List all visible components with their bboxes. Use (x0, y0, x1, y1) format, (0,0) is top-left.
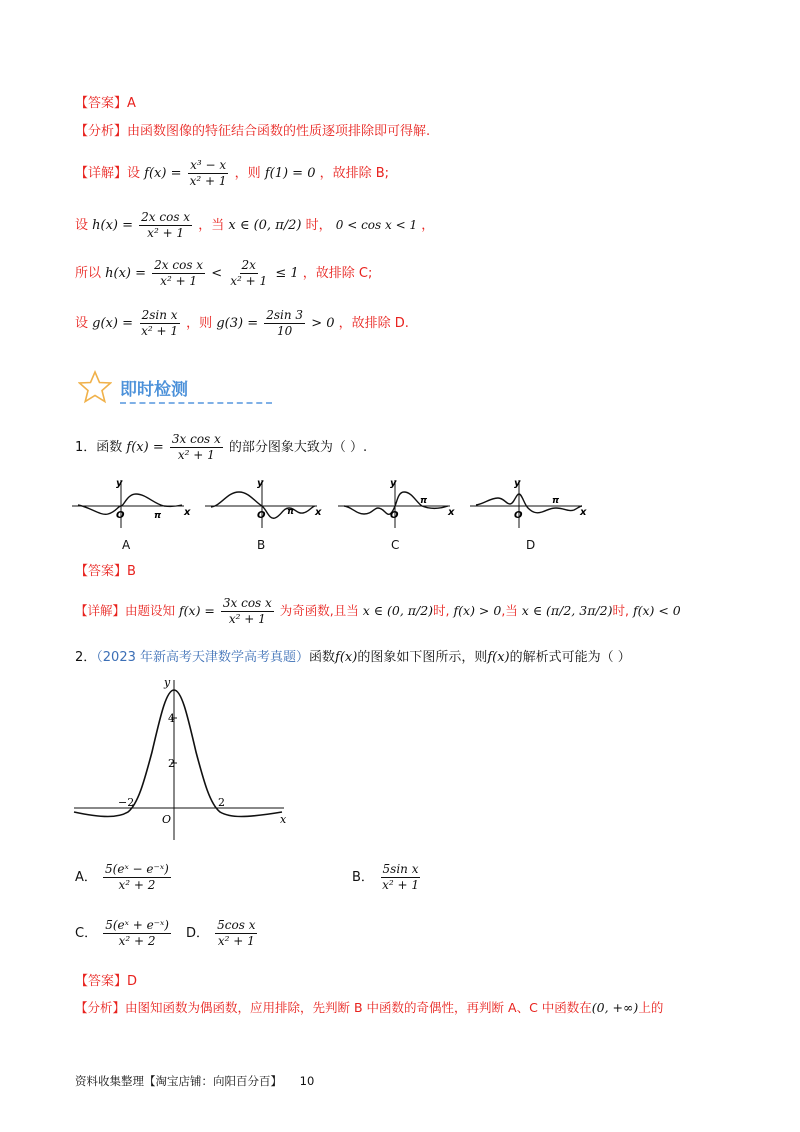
answer-tag: 【答案】 (75, 974, 128, 989)
pi-label: π (287, 507, 295, 517)
y-axis-label: y (164, 676, 171, 689)
numerator: 2sin x (141, 308, 178, 322)
text: ，故排除 D. (338, 316, 409, 331)
fraction (152, 258, 205, 289)
q1-detail (75, 596, 681, 627)
answer-value: A (127, 96, 136, 111)
option-label: C． (75, 926, 98, 941)
fraction (139, 210, 192, 241)
analysis-tag: 【分析】 (75, 124, 128, 139)
numerator: 5(eˣ + e⁻ˣ) (105, 918, 169, 932)
math-expr: f(x) > 0 (453, 603, 502, 618)
graph-option-b (205, 476, 327, 528)
x-axis-label: x (280, 813, 287, 826)
math-expr: g(x) = (92, 316, 133, 331)
section-title: 即时检测 (120, 379, 188, 400)
q2-answer (75, 972, 137, 992)
fraction (139, 308, 180, 339)
math-expr: f(x) (487, 650, 510, 665)
numerator: 5cos x (217, 918, 256, 932)
answer-tag: 【答案】 (75, 564, 128, 579)
tick-label-neg2: −2 (118, 796, 135, 809)
q2-analysis (75, 998, 663, 1018)
fraction (170, 432, 223, 463)
q2-option-b[interactable] (352, 862, 423, 893)
text: 的部分图象大致为（ ）. (228, 440, 368, 455)
origin-label: O (390, 510, 399, 521)
detail-line-3 (75, 258, 372, 289)
math-expr: g(3) = (216, 316, 259, 331)
tick-label-2: 2 (168, 757, 175, 770)
numerator: 2x cos x (154, 258, 204, 272)
option-c-label: C (391, 538, 400, 552)
text: 由题设知 (125, 603, 176, 618)
math-expr: x ∈ (0, π/2) (362, 603, 434, 618)
text: ， (421, 218, 435, 233)
option-b-label: B (257, 538, 266, 552)
detail-tag: 【详解】 (75, 166, 128, 181)
title-underline (120, 402, 272, 404)
fraction (215, 918, 257, 949)
analysis-line (75, 122, 430, 142)
detail-line-2 (75, 210, 434, 241)
numerator: 3x cos x (222, 596, 272, 610)
q2-function-graph (72, 672, 297, 842)
denominator: x² + 1 (217, 934, 255, 948)
y-label: y (514, 478, 521, 489)
denominator: x² + 1 (189, 174, 227, 188)
question-source: （2023 年新高考天津数学高考真题） (96, 650, 309, 665)
answer-line (75, 94, 136, 114)
text: ,当 (501, 603, 518, 618)
math-expr: ≤ 1 (275, 266, 299, 281)
x-label: x (580, 507, 587, 518)
denominator: x² + 1 (177, 448, 215, 462)
y-label: y (116, 478, 123, 489)
text: 的解析式可能为（ ） (509, 650, 631, 665)
math-expr: f(x) = (126, 440, 164, 455)
fraction (221, 596, 274, 627)
answer-value: B (127, 564, 136, 579)
math-expr: > 0 (311, 316, 335, 331)
origin-label: O (514, 510, 523, 521)
fraction (228, 258, 269, 289)
origin-label: O (116, 510, 125, 521)
text: 时, (612, 603, 629, 618)
text: 设 (75, 316, 89, 331)
pi-label: π (420, 496, 428, 506)
q2-option-c[interactable] (75, 918, 173, 949)
math-expr: f(x) = (179, 603, 215, 618)
math-expr: f(x) < 0 (632, 603, 681, 618)
pi-label: π (552, 496, 560, 506)
numerator: 3x cos x (171, 432, 221, 446)
numerator: 2sin 3 (266, 308, 304, 322)
text: ，故排除 B; (319, 166, 390, 181)
text: 的图象如下图所示，则 (357, 650, 488, 665)
math-expr: < (211, 266, 223, 281)
text: 上的 (638, 1000, 664, 1015)
analysis-tag: 【分析】 (75, 1000, 126, 1015)
text: 为奇函数,且当 (279, 603, 359, 618)
math-expr: x ∈ (0, π/2) (228, 218, 302, 233)
q2-stem (75, 648, 631, 668)
question-number: 2． (75, 650, 97, 665)
fraction (103, 862, 171, 893)
analysis-text: 由函数图像的特征结合函数的性质逐项排除即可得解. (127, 124, 431, 139)
y-label: y (257, 478, 264, 489)
page-number: 10 (299, 1074, 315, 1088)
text: 设 (127, 166, 141, 181)
math-expr: (0, +∞) (591, 1000, 639, 1015)
tick-label-4: 4 (168, 712, 175, 725)
math-expr: h(x) = (92, 218, 134, 233)
text: 所以 (75, 266, 102, 281)
answer-tag: 【答案】 (75, 96, 128, 111)
footer-text: 资料收集整理【淘宝店铺：向阳百分百】 (75, 1074, 282, 1088)
numerator: 5(eˣ − e⁻ˣ) (105, 862, 169, 876)
option-a-label: A (122, 538, 131, 552)
math-expr: f(x) = (144, 166, 182, 181)
graph-option-d (470, 476, 592, 528)
math-expr: f(1) = 0 (264, 166, 316, 181)
page-footer (75, 1073, 314, 1089)
section-header (78, 370, 188, 404)
math-expr: x ∈ (π/2, 3π/2) (521, 603, 613, 618)
denominator: x² + 2 (118, 878, 156, 892)
x-label: x (448, 507, 455, 518)
denominator: x² + 1 (228, 612, 266, 626)
fraction (264, 308, 305, 339)
option-label: A． (75, 870, 97, 885)
denominator: x² + 2 (118, 934, 156, 948)
q2-option-d[interactable] (186, 918, 259, 949)
denominator: x² + 1 (160, 274, 198, 288)
analysis-text: 由图知函数为偶函数，应用排除，先判断 B 中函数的奇偶性，再判断 A、C 中函数在 (125, 1000, 592, 1015)
tick-label-pos2: 2 (218, 796, 225, 809)
numerator: x³ − x (190, 158, 227, 172)
option-d-label: D (526, 538, 536, 552)
x-label: x (315, 507, 322, 518)
fraction (103, 918, 171, 949)
origin-label: O (162, 813, 172, 826)
x-label: x (184, 507, 191, 518)
q1-stem (75, 432, 367, 463)
detail-line-1 (75, 158, 389, 189)
text: 时， (305, 218, 332, 233)
numerator: 2x (241, 258, 256, 272)
option-label: D． (186, 926, 210, 941)
answer-value: D (127, 974, 138, 989)
graph-option-c (338, 476, 460, 528)
denominator: 10 (277, 324, 293, 338)
detail-line-4 (75, 308, 409, 339)
text: ，则 (234, 166, 261, 181)
numerator: 2x cos x (141, 210, 191, 224)
star-icon (78, 370, 112, 404)
math-expr: 0 < cos x < 1 (335, 218, 418, 232)
denominator: x² + 1 (141, 324, 179, 338)
text: ，当 (198, 218, 225, 233)
pi-label: π (154, 511, 162, 521)
text: 函数 (309, 650, 336, 665)
denominator: x² + 1 (382, 878, 419, 892)
math-expr: f(x) (335, 650, 358, 665)
text: ，则 (186, 316, 213, 331)
option-label: B． (352, 870, 374, 885)
denominator: x² + 1 (147, 226, 185, 240)
q2-option-a[interactable] (75, 862, 173, 893)
graph-option-a (72, 476, 194, 528)
fraction (380, 862, 421, 893)
fraction (188, 158, 229, 189)
q1-answer (75, 562, 136, 582)
detail-tag: 【详解】 (75, 603, 126, 618)
y-label: y (390, 478, 397, 489)
math-expr: h(x) = (105, 266, 147, 281)
origin-label: O (257, 510, 266, 521)
denominator: x² + 1 (230, 274, 268, 288)
text: 设 (75, 218, 89, 233)
text: ，故排除 C; (302, 266, 373, 281)
question-number: 1．函数 (75, 440, 123, 455)
text: 时, (433, 603, 450, 618)
numerator: 5sin x (382, 862, 419, 876)
